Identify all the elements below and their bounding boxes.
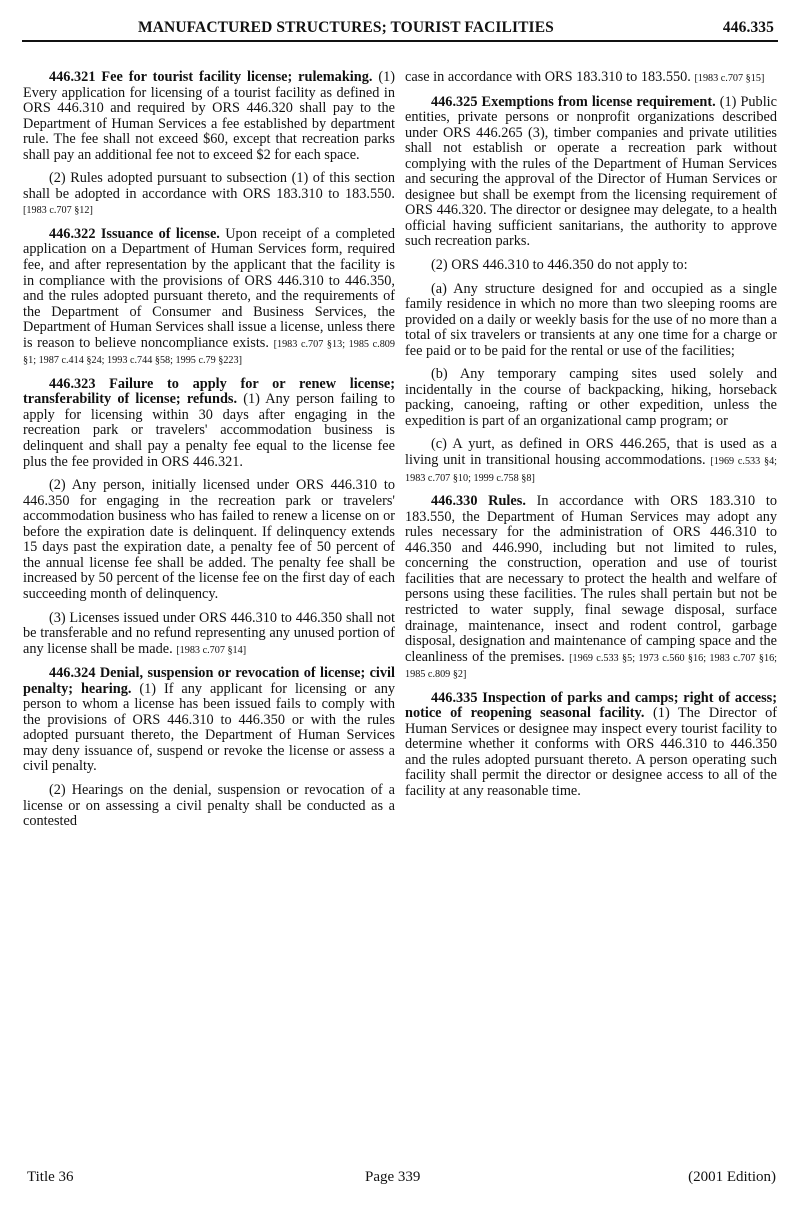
section-text: (3) Licenses issued under ORS 446.310 to 446.350 shall not be transferable and no refund representing any unused portion of any license shall be made. — [23, 609, 395, 657]
section-number: 446.323 — [49, 375, 96, 392]
section-number: 446.322 — [49, 225, 96, 242]
section-446-321 — [23, 70, 395, 163]
section-text: (b) Any temporary camping sites used solely and incidentally in the course of backpacking, hiking, horseback packing, canoeing, rafting or other expedition, unless the expedition is part of an organizational camp program; or — [405, 366, 777, 429]
section-caption: Issuance of license. — [100, 225, 220, 242]
section-paragraph — [23, 478, 395, 602]
section-text: (2) Hearings on the denial, suspension or revocation of a license or on assessing a civil penalty shall be conducted as a contested — [23, 781, 395, 830]
history-note: [1969 c.533 §4; 1983 c.707 §10; 1999 c.758 §8] — [405, 456, 777, 484]
section-paragraph — [405, 258, 777, 274]
section-text: (2) Any person, initially licensed under ORS 446.310 to 446.350 for engaging in the recreation park or travelers' accommodation business who has failed to renew a license on or before the expiration date is delinquent. If delinquency extends 15 days past the expiration date, a penalty fee of 50 percent of the annual license fee shall be added. The penalty fee shall be increased by 50 percent of the license fee on the first day of each succeeding month of delinquency. — [23, 477, 395, 602]
section-paragraph — [405, 282, 777, 360]
history-note: [1983 c.707 §13; 1985 c.809 §1; 1987 c.414 §24; 1993 c.744 §58; 1995 c.79 §223] — [23, 338, 395, 367]
left-column — [23, 70, 395, 838]
section-text: (1) Any person failing to apply for licensing within 30 days after engaging in the recreation park or travelers' accommodation business is delinquent and shall pay a penalty fee equal to the license fee plus the fee provided in ORS 446.321. — [23, 391, 396, 470]
footer-title: Title 36 — [27, 1169, 74, 1185]
history-note: [1969 c.533 §5; 1973 c.560 §16; 1983 c.707 §16; 1985 c.809 §2] — [405, 652, 778, 681]
history-note: [1983 c.707 §14] — [176, 644, 247, 656]
running-header — [22, 16, 778, 42]
section-text: (2) ORS 446.310 to 446.350 do not apply to: — [431, 257, 688, 274]
section-caption: Exemptions from license requirement. — [481, 93, 716, 110]
section-number: 446.330 — [431, 493, 478, 510]
section-446-323 — [23, 377, 395, 470]
section-number: 446.325 — [431, 93, 478, 110]
footer-page-number: Page 339 — [365, 1169, 421, 1185]
section-number: 446.321 — [49, 69, 96, 85]
section-text: case in accordance with ORS 183.310 to 183.550. — [405, 69, 691, 85]
section-paragraph — [405, 437, 777, 486]
section-text: (1) The Director of Human Services or designee may inspect every tourist facility to determine whether it conforms with ORS 446.310 to 446.350 and the rules adopted pursuant thereto. A person operating such facility shall permit the director or designee access to all of the facility at any reasonable time. — [405, 705, 778, 799]
section-text: (1) Public entities, private persons or nonprofit organizations described under ORS 446.265 (3), timber companies and private utilities shall not establish or operate a recreation park without complying with the rules of the Department of Human Services and securing the approval of the Director of Human Services or designee but shall be exempt from the licensing requirement of ORS 446.320. The director or designee may delegate, to a health official having sufficient sanitarians, the authority to approve such recreation parks. — [405, 93, 777, 250]
section-446-322 — [23, 227, 395, 369]
footer-edition: (2001 Edition) — [688, 1169, 776, 1185]
section-text: (c) A yurt, as defined in ORS 446.265, that is used as a living unit in transitional housing accommodations. — [405, 436, 777, 469]
section-text: Upon receipt of a completed application on a Department of Human Services form, required fee, and after representation by the applicant that the facility is in compliance with the provisions of ORS 446.310 to 446.350, and the rules adopted pursuant thereto, and the requirements of the Department of Consumer and Business Services, the Department of Human Services shall issue a license, unless there is reason to believe noncompliance exists. — [23, 225, 396, 351]
section-caption: Rules. — [488, 493, 526, 510]
section-number: 446.335 — [431, 689, 478, 706]
right-column — [405, 70, 777, 808]
history-note: [1983 c.707 §15] — [694, 73, 765, 84]
section-text: In accordance with ORS 183.310 to 183.550, the Department of Human Services may adopt any rules necessary for the administration of ORS 446.310 to 446.350 and 446.990, including but not limited to rules, concerning the construction, operation and use of tourist facilities that are necessary to protect the health and welfare of persons using these facilities. The rules shall pertain but not be restricted to water supply, final sewage disposal, surface drainage, maintenance, insect and rodent control, garbage disposal, designation and maintenance of camping space and the cleanliness of the premises. — [405, 493, 777, 665]
running-header-section: 446.335 — [722, 19, 774, 36]
section-number: 446.324 — [49, 665, 96, 682]
section-caption: Fee for tourist facility license; rulemaking. — [101, 69, 373, 85]
section-paragraph — [23, 171, 395, 219]
running-header-title: MANUFACTURED STRUCTURES; TOURIST FACILITIES — [138, 19, 554, 36]
section-text: (1) Every application for licensing of a tourist facility as defined in ORS 446.310 and required by ORS 446.320 shall pay to the Department of Human Services a fee established by department rule. The fee shall not exceed $60, except that recreation parks shall pay an additional fee not to exceed $2 for each space. — [23, 69, 395, 163]
section-paragraph — [23, 783, 395, 830]
section-text: (a) Any structure designed for and occupied as a single family residence in which no more than two sleeping rooms are provided on a daily or weekly basis for the use of no more than a total of six travelers or transients at any one time for a charge or fee paid or to be paid for the rental or use of the facilities; — [405, 280, 777, 359]
section-caption: Denial, suspension or revocation of license; civil penalty; hearing. — [23, 665, 395, 697]
section-446-330 — [405, 494, 777, 683]
section-paragraph — [23, 611, 395, 659]
history-note: [1983 c.707 §12] — [23, 205, 93, 217]
section-text: (2) Rules adopted pursuant to subsection (1) of this section shall be adopted in accordance with ORS 183.310 to 183.550. — [23, 170, 395, 202]
section-caption: Inspection of parks and camps; right of access; notice of reopening seasonal facility. — [405, 689, 777, 722]
page-footer — [25, 1169, 778, 1189]
section-paragraph — [405, 367, 777, 429]
section-446-335 — [405, 691, 777, 800]
section-446-325 — [405, 95, 777, 250]
section-caption: Failure to apply for or renew license; transferability of license; refunds. — [23, 375, 395, 408]
section-continuation — [405, 70, 777, 87]
section-446-324 — [23, 666, 395, 775]
section-text: (1) If any applicant for licensing or any person to whom a license has been issued fails to comply with the provisions of ORS 446.310 to 446.350 or with the rules adopted pursuant thereto, the Department of Human Services may deny issuance of, suspend or revoke the license or assess a civil penalty. — [23, 680, 395, 775]
